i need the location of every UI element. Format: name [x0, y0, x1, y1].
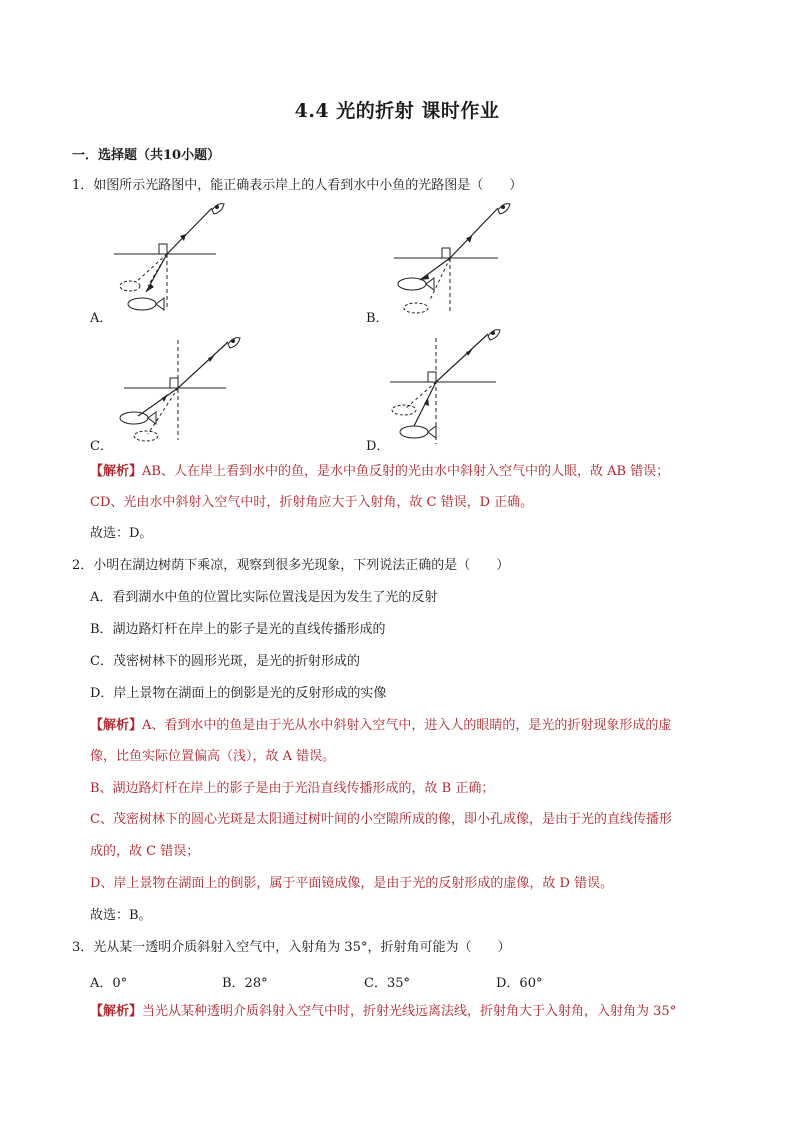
question-3-option-d: D．60° — [496, 976, 543, 991]
figure-b-label: B． — [366, 311, 389, 326]
question-1-analysis-2: CD、光由水中斜射入空气中时，折射角应大于入射角，故 C 错误，D 正确。 — [90, 495, 534, 510]
question-2-option-c: C．茂密树林下的圆形光斑，是光的折射形成的 — [90, 654, 360, 669]
analysis-tag: 【解析】 — [90, 1004, 143, 1019]
question-2-analysis-2: 像，比鱼实际位置偏高（浅），故 A 错误。 — [90, 749, 336, 764]
question-2-analysis-4: C、茂密树林下的圆心光斑是太阳通过树叶间的小空隙所成的像，即小孔成像，是由于光的直线传播形 — [90, 812, 672, 827]
question-3-stem: 3．光从某一透明介质斜射入空气中，入射角为 35°，折射角可能为（ ） — [72, 940, 511, 955]
question-2-stem: 2．小明在湖边树荫下乘凉，观察到很多光现象，下列说法正确的是（ ） — [72, 558, 510, 573]
page-title: 4.4 光的折射 课时作业 — [294, 100, 500, 122]
section-heading: 一．选择题（共10小题） — [72, 148, 221, 163]
question-2-option-a: A．看到湖水中鱼的位置比实际位置浅是因为发生了光的反射 — [90, 590, 438, 605]
question-1-analysis-1: 【解析】AB、人在岸上看到水中的鱼，是水中鱼反射的光由水中斜射入空气中的人眼，故 AB 错误； — [90, 464, 670, 479]
question-2-analysis-3: B、湖边路灯杆在岸上的影子是由于光沿直线传播形成的，故 B 正确； — [90, 781, 495, 796]
analysis-tag: 【解析】 — [90, 464, 143, 479]
question-2-analysis-1: 【解析】A、看到水中的鱼是由于光从水中斜射入空气中，进入人的眼睛的，是光的折射现象形成的虚 — [90, 718, 672, 733]
question-3-option-b: B．28° — [222, 976, 268, 991]
question-2-analysis-5: 成的，故 C 错误； — [90, 844, 200, 859]
figure-d-label: D． — [366, 439, 390, 454]
question-3-option-c: C．35° — [364, 976, 410, 991]
figure-a-label: A． — [90, 311, 113, 326]
figure-c-label: C． — [90, 439, 113, 454]
question-3-option-a: A．0° — [90, 976, 128, 991]
question-2-option-d: D．岸上景物在湖面上的倒影是光的反射形成的实像 — [90, 686, 387, 701]
figure-c — [112, 330, 242, 450]
question-1-stem: 1．如图所示光路图中，能正确表示岸上的人看到水中小鱼的光路图是（ ） — [72, 178, 523, 193]
question-1-answer: 故选：D。 — [90, 526, 153, 541]
figure-d — [384, 326, 514, 448]
figure-a — [108, 196, 238, 326]
analysis-tag: 【解析】 — [90, 718, 143, 733]
question-2-analysis-6: D、岸上景物在湖面上的倒影，属于平面镜成像，是由于光的反射形成的虚像，故 D 错误。 — [90, 876, 614, 891]
question-2-option-b: B．湖边路灯杆在岸上的影子是光的直线传播形成的 — [90, 622, 386, 637]
question-2-answer: 故选：B。 — [90, 908, 152, 923]
question-3-analysis-1: 【解析】当光从某种透明介质斜射入空气中时，折射光线远离法线，折射角大于入射角，入射角为 35° — [90, 1004, 677, 1019]
figure-b — [386, 196, 516, 326]
